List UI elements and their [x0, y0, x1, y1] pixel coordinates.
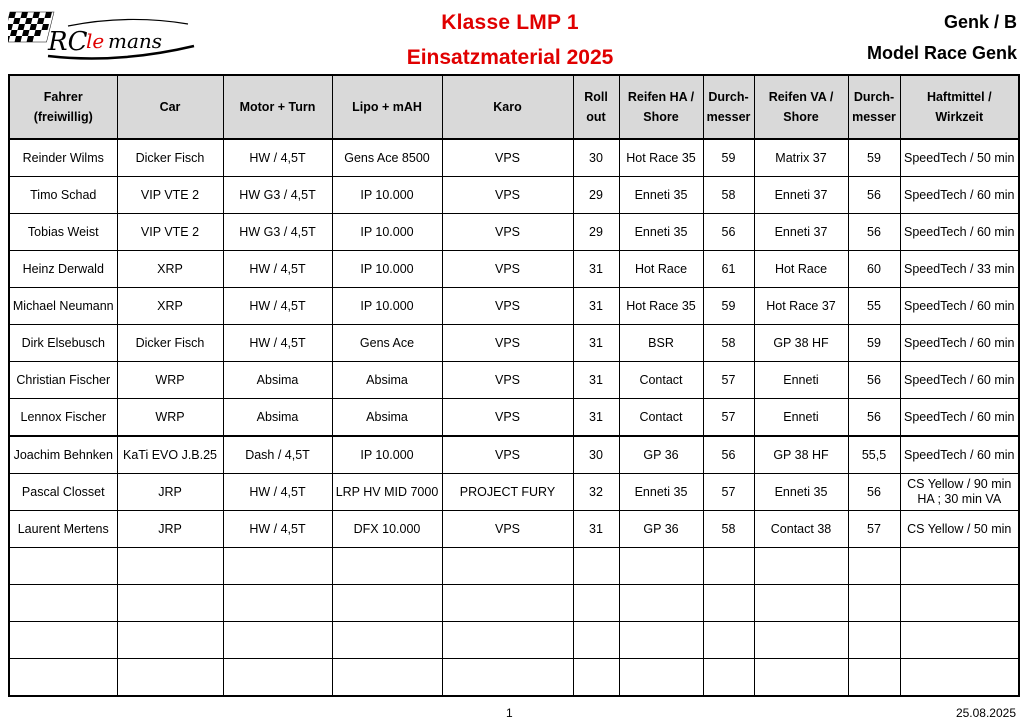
cell-tire-front: GP 38 HF: [754, 436, 848, 474]
cell-driver: Timo Schad: [9, 177, 117, 214]
cell-diameter-rear: [703, 585, 754, 622]
cell-car: JRP: [117, 511, 223, 548]
cell-motor-turn: [223, 585, 332, 622]
table-body: [9, 139, 1019, 696]
cell-traction-compound: SpeedTech / 33 min: [900, 251, 1019, 288]
cell-rollout: 31: [573, 288, 619, 325]
cell-lipo-mah: Gens Ace: [332, 325, 442, 362]
cell-tire-rear: [619, 585, 703, 622]
column-header-car: [117, 75, 223, 139]
cell-tire-front: Enneti 37: [754, 214, 848, 251]
cell-driver: Michael Neumann: [9, 288, 117, 325]
cell-tire-rear: Enneti 35: [619, 214, 703, 251]
column-header-line: messer: [852, 110, 896, 124]
cell-diameter-rear: 58: [703, 325, 754, 362]
column-header-diameter-front: [848, 75, 900, 139]
table-row: [9, 474, 1019, 511]
footer-date: 25.08.2025: [955, 706, 1016, 720]
cell-diameter-rear: [703, 659, 754, 697]
cell-motor-turn: HW / 4,5T: [223, 325, 332, 362]
cell-traction-compound: SpeedTech / 60 min: [900, 362, 1019, 399]
cell-car: Dicker Fisch: [117, 139, 223, 177]
cell-car: JRP: [117, 474, 223, 511]
cell-motor-turn: [223, 548, 332, 585]
cell-tire-front: [754, 659, 848, 697]
cell-car: [117, 585, 223, 622]
cell-motor-turn: [223, 659, 332, 697]
cell-driver: Laurent Mertens: [9, 511, 117, 548]
cell-car: XRP: [117, 251, 223, 288]
material-title: Einsatzmaterial 2025: [406, 46, 614, 69]
column-header-motor-turn: [223, 75, 332, 139]
cell-diameter-front: 56: [848, 474, 900, 511]
column-header-driver: [9, 75, 117, 139]
cell-motor-turn: HW / 4,5T: [223, 251, 332, 288]
cell-lipo-mah: IP 10.000: [332, 436, 442, 474]
cell-diameter-front: [848, 548, 900, 585]
cell-driver: [9, 622, 117, 659]
cell-motor-turn: Absima: [223, 399, 332, 437]
column-header-line: Durch-: [708, 90, 749, 104]
cell-rollout: [573, 622, 619, 659]
cell-tire-rear: Enneti 35: [619, 474, 703, 511]
cell-traction-compound: [900, 585, 1019, 622]
cell-motor-turn: HW / 4,5T: [223, 288, 332, 325]
table-row: [9, 548, 1019, 585]
cell-diameter-front: 55: [848, 288, 900, 325]
table-row: [9, 214, 1019, 251]
cell-lipo-mah: LRP HV MID 7000: [332, 474, 442, 511]
cell-lipo-mah: IP 10.000: [332, 288, 442, 325]
cell-driver: Reinder Wilms: [9, 139, 117, 177]
equipment-table: [8, 74, 1020, 697]
cell-body: VPS: [442, 288, 573, 325]
cell-tire-front: Hot Race: [754, 251, 848, 288]
cell-tire-front: [754, 622, 848, 659]
column-header-line: Roll: [584, 90, 608, 104]
column-header-traction-compound: [900, 75, 1019, 139]
cell-diameter-rear: 56: [703, 214, 754, 251]
cell-tire-rear: Hot Race 35: [619, 288, 703, 325]
column-header-diameter-rear: [703, 75, 754, 139]
cell-tire-front: Contact 38: [754, 511, 848, 548]
cell-tire-front: Enneti 37: [754, 177, 848, 214]
header-row: [9, 75, 1019, 139]
cell-lipo-mah: IP 10.000: [332, 214, 442, 251]
column-header-line: (freiwillig): [33, 110, 93, 124]
class-title: Klasse LMP 1: [441, 11, 579, 34]
cell-tire-rear: Enneti 35: [619, 177, 703, 214]
cell-tire-rear: Contact: [619, 362, 703, 399]
cell-traction-compound: SpeedTech / 60 min: [900, 325, 1019, 362]
cell-traction-compound: SpeedTech / 50 min: [900, 139, 1019, 177]
cell-motor-turn: [223, 622, 332, 659]
column-header-lipo-mah: [332, 75, 442, 139]
cell-diameter-front: 59: [848, 325, 900, 362]
cell-body: VPS: [442, 177, 573, 214]
cell-diameter-front: 60: [848, 251, 900, 288]
cell-car: [117, 548, 223, 585]
cell-car: [117, 659, 223, 697]
column-header-line: Shore: [783, 110, 819, 124]
cell-car: WRP: [117, 362, 223, 399]
cell-driver: Lennox Fischer: [9, 399, 117, 437]
cell-diameter-rear: 59: [703, 139, 754, 177]
cell-diameter-front: 56: [848, 214, 900, 251]
cell-rollout: [573, 548, 619, 585]
cell-rollout: 31: [573, 325, 619, 362]
table-row: [9, 325, 1019, 362]
cell-motor-turn: HW G3 / 4,5T: [223, 214, 332, 251]
cell-car: [117, 622, 223, 659]
cell-body: VPS: [442, 436, 573, 474]
table-row: [9, 251, 1019, 288]
cell-traction-compound: SpeedTech / 60 min: [900, 177, 1019, 214]
cell-car: VIP VTE 2: [117, 214, 223, 251]
cell-diameter-front: 56: [848, 399, 900, 437]
cell-diameter-front: 59: [848, 139, 900, 177]
cell-body: VPS: [442, 511, 573, 548]
cell-lipo-mah: DFX 10.000: [332, 511, 442, 548]
column-header-line: Lipo + mAH: [352, 100, 422, 114]
cell-tire-rear: GP 36: [619, 436, 703, 474]
column-header-line: Motor + Turn: [239, 100, 316, 114]
cell-diameter-front: 56: [848, 362, 900, 399]
cell-tire-front: Enneti: [754, 399, 848, 437]
cell-lipo-mah: [332, 659, 442, 697]
cell-motor-turn: HW G3 / 4,5T: [223, 177, 332, 214]
cell-tire-rear: BSR: [619, 325, 703, 362]
cell-body: VPS: [442, 325, 573, 362]
cell-body: VPS: [442, 214, 573, 251]
cell-lipo-mah: [332, 585, 442, 622]
cell-body: [442, 585, 573, 622]
cell-diameter-rear: 58: [703, 511, 754, 548]
cell-diameter-rear: [703, 622, 754, 659]
table-row: [9, 288, 1019, 325]
cell-lipo-mah: [332, 548, 442, 585]
cell-diameter-front: 55,5: [848, 436, 900, 474]
table-row: [9, 659, 1019, 697]
cell-traction-compound: SpeedTech / 60 min: [900, 399, 1019, 437]
table-row: [9, 511, 1019, 548]
cell-lipo-mah: [332, 622, 442, 659]
cell-diameter-rear: 56: [703, 436, 754, 474]
cell-rollout: 32: [573, 474, 619, 511]
cell-tire-rear: [619, 622, 703, 659]
cell-driver: Tobias Weist: [9, 214, 117, 251]
cell-traction-compound: [900, 622, 1019, 659]
cell-motor-turn: HW / 4,5T: [223, 474, 332, 511]
column-header-line: Durch-: [853, 90, 895, 104]
column-header-rollout: [573, 75, 619, 139]
cell-rollout: [573, 659, 619, 697]
table-row: [9, 362, 1019, 399]
table-row: [9, 436, 1019, 474]
column-header-line: Car: [159, 100, 181, 114]
cell-tire-front: Enneti: [754, 362, 848, 399]
cell-diameter-rear: 57: [703, 474, 754, 511]
cell-tire-rear: [619, 659, 703, 697]
cell-diameter-rear: 59: [703, 288, 754, 325]
cell-driver: Joachim Behnken: [9, 436, 117, 474]
cell-car: Dicker Fisch: [117, 325, 223, 362]
cell-diameter-front: [848, 585, 900, 622]
cell-body: VPS: [442, 362, 573, 399]
cell-diameter-front: 57: [848, 511, 900, 548]
cell-rollout: 31: [573, 399, 619, 437]
column-header-line: Shore: [643, 110, 679, 124]
cell-diameter-front: 56: [848, 177, 900, 214]
column-header-line: Reifen VA /: [768, 90, 834, 104]
svg-text:le: le: [86, 29, 105, 53]
column-header-tire-rear: [619, 75, 703, 139]
cell-diameter-rear: 58: [703, 177, 754, 214]
cell-driver: Heinz Derwald: [9, 251, 117, 288]
cell-tire-rear: GP 36: [619, 511, 703, 548]
cell-rollout: [573, 585, 619, 622]
cell-traction-compound: SpeedTech / 60 min: [900, 214, 1019, 251]
cell-driver: [9, 548, 117, 585]
cell-body: VPS: [442, 399, 573, 437]
cell-traction-compound: SpeedTech / 60 min: [900, 288, 1019, 325]
cell-tire-front: GP 38 HF: [754, 325, 848, 362]
column-header-line: Haftmittel /: [926, 90, 992, 104]
cell-traction-compound: [900, 659, 1019, 697]
table-header: [9, 75, 1019, 139]
cell-rollout: 29: [573, 214, 619, 251]
cell-traction-compound: [900, 548, 1019, 585]
cell-diameter-front: [848, 659, 900, 697]
cell-driver: [9, 659, 117, 697]
cell-traction-compound: CS Yellow / 50 min: [900, 511, 1019, 548]
cell-driver: Christian Fischer: [9, 362, 117, 399]
cell-body: VPS: [442, 251, 573, 288]
column-header-body: [442, 75, 573, 139]
cell-tire-front: [754, 548, 848, 585]
cell-rollout: 29: [573, 177, 619, 214]
cell-car: WRP: [117, 399, 223, 437]
cell-lipo-mah: IP 10.000: [332, 177, 442, 214]
column-header-line: Fahrer: [43, 90, 83, 104]
page-number: 1: [506, 706, 513, 720]
column-header-line: Wirkzeit: [935, 110, 984, 124]
cell-body: [442, 622, 573, 659]
table-row: [9, 399, 1019, 437]
cell-lipo-mah: Absima: [332, 362, 442, 399]
cell-lipo-mah: IP 10.000: [332, 251, 442, 288]
column-header-line: out: [586, 110, 606, 124]
cell-traction-compound: CS Yellow / 90 min HA ; 30 min VA: [900, 474, 1019, 511]
cell-tire-rear: Hot Race 35: [619, 139, 703, 177]
cell-car: KaTi EVO J.B.25: [117, 436, 223, 474]
cell-driver: Pascal Closset: [9, 474, 117, 511]
cell-motor-turn: HW / 4,5T: [223, 511, 332, 548]
cell-traction-compound: SpeedTech / 60 min: [900, 436, 1019, 474]
cell-tire-front: Hot Race 37: [754, 288, 848, 325]
cell-rollout: 31: [573, 251, 619, 288]
cell-tire-front: Matrix 37: [754, 139, 848, 177]
column-header-tire-front: [754, 75, 848, 139]
cell-motor-turn: HW / 4,5T: [223, 139, 332, 177]
cell-rollout: 31: [573, 511, 619, 548]
cell-tire-rear: Hot Race: [619, 251, 703, 288]
cell-lipo-mah: Gens Ace 8500: [332, 139, 442, 177]
cell-diameter-rear: 57: [703, 362, 754, 399]
event-name: Model Race Genk: [866, 43, 1017, 63]
cell-motor-turn: Absima: [223, 362, 332, 399]
cell-body: VPS: [442, 139, 573, 177]
cell-lipo-mah: Absima: [332, 399, 442, 437]
cell-tire-rear: Contact: [619, 399, 703, 437]
svg-text:mans: mans: [108, 29, 163, 53]
column-header-line: messer: [706, 110, 751, 124]
table-row: [9, 622, 1019, 659]
checkered-flag-logo-graphic: [8, 6, 198, 62]
cell-motor-turn: Dash / 4,5T: [223, 436, 332, 474]
cell-driver: [9, 585, 117, 622]
rc-lemans-logo: [8, 6, 198, 62]
cell-body: [442, 659, 573, 697]
cell-driver: Dirk Elsebusch: [9, 325, 117, 362]
table-row: [9, 139, 1019, 177]
cell-diameter-rear: [703, 548, 754, 585]
column-header-line: Karo: [493, 100, 522, 114]
cell-car: VIP VTE 2: [117, 177, 223, 214]
location-country: Genk / B: [943, 12, 1017, 32]
cell-tire-front: [754, 585, 848, 622]
cell-rollout: 31: [573, 362, 619, 399]
svg-text:RC: RC: [48, 27, 88, 57]
cell-diameter-rear: 57: [703, 399, 754, 437]
cell-diameter-rear: 61: [703, 251, 754, 288]
table-row: [9, 177, 1019, 214]
column-header-line: Reifen HA /: [627, 90, 695, 104]
cell-rollout: 30: [573, 436, 619, 474]
cell-body: PROJECT FURY: [442, 474, 573, 511]
cell-tire-front: Enneti 35: [754, 474, 848, 511]
cell-rollout: 30: [573, 139, 619, 177]
cell-diameter-front: [848, 622, 900, 659]
cell-tire-rear: [619, 548, 703, 585]
table-row: [9, 585, 1019, 622]
cell-body: [442, 548, 573, 585]
cell-car: XRP: [117, 288, 223, 325]
